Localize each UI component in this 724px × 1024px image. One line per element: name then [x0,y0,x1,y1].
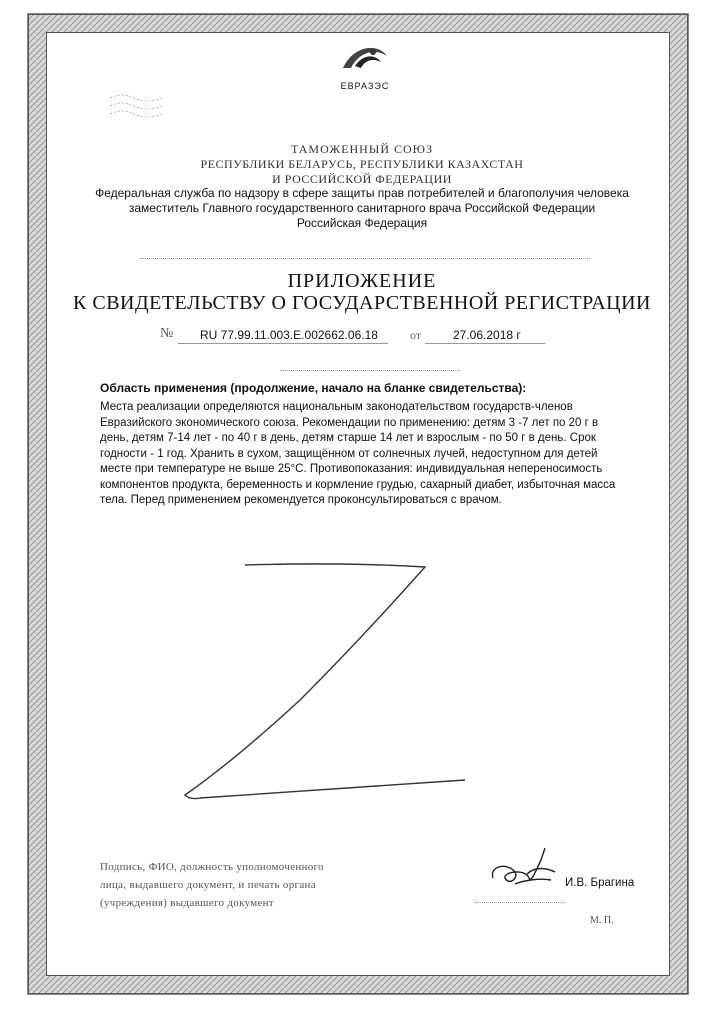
scope-line: месте при температуре не выше 25°С. Противопоказания: индивидуальная непереносимость [100,463,603,475]
union-countries: РЕСПУБЛИКИ БЕЛАРУСЬ, РЕСПУБЛИКИ КАЗАХСТАН [200,157,524,171]
handwritten-signature [485,838,565,898]
reg-date: 27.06.2018 г [453,328,521,342]
reg-number-label: № [160,326,174,341]
scope-line: годности - 1 год. Хранить в сухом, защищённом от солнечных лучей, недоступном для детей [100,447,598,460]
scope-line: день, детям 7-14 лет - по 40 г в день, детям старше 14 лет и взрослым - по 50 г в день. Срок [100,432,596,444]
union-federation: И РОССИЙСКОЙ ФЕДЕРАЦИИ [272,172,452,186]
signature-line [475,902,565,903]
reg-number: RU 77.99.11.003.Е.002662.06.18 [200,328,378,342]
signature-caption [100,858,405,912]
signature-caption-line: лица, выдавшего документ, и печать органа [100,879,316,891]
union-title: ТАМОЖЕННЫЙ СОЮЗ [291,142,433,156]
service-name: Федеральная служба по надзору в сфере защиты прав потребителей и благополучия человека [95,186,629,200]
issuer-position: заместитель Главного государственного санитарного врача Российской Федерации [128,201,596,215]
reg-date-label: от [410,328,422,342]
document-title: ПРИЛОЖЕНИЕ [287,270,437,292]
document-subtitle: К СВИДЕТЕЛЬСТВУ О ГОСУДАРСТВЕННОЙ РЕГИСТРАЦИИ [73,292,651,314]
signature-caption-line: (учреждения) выдавшего документ [100,897,274,909]
signatory-name: И.В. Брагина [565,877,635,889]
scope-heading: Область применения (продолжение, начало на бланке свидетельства): [100,381,527,395]
issuer-country: Российская Федерация [296,216,428,230]
scope-line: Места реализации определяются национальным законодательством государств-членов [100,401,573,413]
logo-text: ЕВРАЗЭС [340,81,390,91]
signature-caption-line: Подпись, ФИО, должность уполномоченного [100,861,324,873]
scope-line: компонентов продукта, беременность и кормление грудью, сахарный диабет, избыточная масса [100,478,616,491]
scope-line: Евразийского экономического союза. Рекомендации по применению: детям 3 -7 лет по 20 г в [100,416,599,429]
scope-line: тела. Перед применением рекомендуется проконсультироваться с врачом. [100,494,502,506]
stamp-placeholder: М. П. [590,915,614,926]
